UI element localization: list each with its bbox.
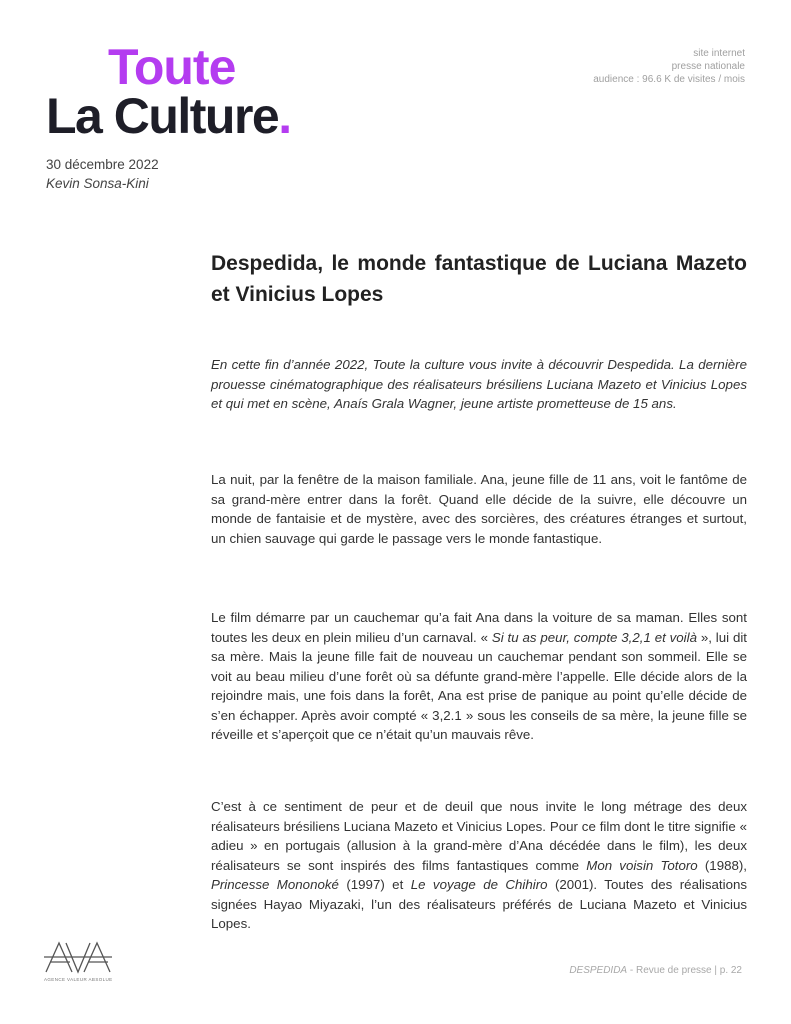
logo-text-la-culture: La Culture xyxy=(46,88,279,144)
agency-logo-icon xyxy=(44,940,112,974)
film-title-mononoke: Princesse Mononoké xyxy=(211,877,339,892)
paragraph-3-text-d: (2001). Toutes des réalisations signées Hayao Miyazaki, l’un des réalisateurs préférés de Luciana Mazeto et Vinicius Lopes. xyxy=(211,877,748,931)
article-paragraph-3 xyxy=(211,797,747,934)
article-paragraph-1: La nuit, par la fenêtre de la maison familiale. Ana, jeune fille de 11 ans, voit le fantôme de sa grand-mère entrer dans la forêt. Quand elle décide de la suivre, elle découvre un monde de fantaisie et de mystère, avec des sorcières, des créatures étranges et surtout, un chien sauvage qui garde le passage vers le monde fantastique. xyxy=(211,472,747,546)
logo-line-toute: Toute xyxy=(108,39,236,95)
paragraph-2-text-b: », lui dit sa mère. Mais la jeune fille fait de nouveau un cauchemar pendant son sommeil. Elle se voit au beau milieu d’une forêt où sa défunte grand-mère l’appelle. Elle décide alors de la rejoindre mais, une fois dans la forêt, Ana est prise de panique au point qu’elle décide de s’en échapper. Après avoir compté « 3,2.1 » sous les conseils de sa mère, la jeune fille se réveille et s’aperçoit que ce n’était qu’un mauvais rêve. xyxy=(211,629,748,742)
press-type: site internet xyxy=(693,48,745,59)
footer-page-info: Revue de presse | p. 22 xyxy=(636,965,742,976)
logo-dot: . xyxy=(278,88,291,144)
article-date: 30 décembre 2022 xyxy=(46,157,159,172)
article-title: Despedida, le monde fantastique de Luciana Mazeto et Vinicius Lopes xyxy=(211,252,747,306)
paragraph-3-text-a: C’est à ce sentiment de peur et de deuil que nous invite le long métrage des deux réalisateurs brésiliens Luciana Mazeto et Vinicius Lopes. Pour ce film dont le titre signifie « adieu » en portugais (allusion à la grand-mère d’Ana décédée dans le film), les deux réalisateurs se sont inspirés des films fantastiques comme xyxy=(211,799,747,873)
film-title-chihiro: Le voyage de Chihiro xyxy=(410,877,548,892)
agency-logo xyxy=(44,940,116,982)
article-author: Kevin Sonsa-Kini xyxy=(46,176,149,191)
press-audience: audience : 96.6 K de visites / mois xyxy=(593,74,745,85)
paragraph-2-text-a: Le film démarre par un cauchemar qu’a fait Ana dans la voiture de sa maman. Elles sont toutes les deux en plein milieu d’un carnaval. « xyxy=(211,610,747,645)
press-info xyxy=(593,47,745,86)
film-title-totoro: Mon voisin Totoro xyxy=(586,857,698,873)
paragraph-2-quote: Si tu as peur, compte 3,2,1 et voilà xyxy=(491,629,697,645)
page-footer xyxy=(569,965,742,976)
logo-line-la-culture xyxy=(46,90,291,142)
paragraph-3-text-c: (1997) et xyxy=(338,877,411,892)
article-meta xyxy=(46,155,159,193)
article-intro: En cette fin d’année 2022, Toute la culture vous invite à découvrir Despedida. La dernière prouesse cinématographique des réalisateurs brésiliens Luciana Mazeto et Vinicius Lopes et qui met en scène, Anaís Grala Wagner, jeune artiste prometteuse de 15 ans. xyxy=(211,357,747,411)
agency-name: AGENCE VALEUR ABSOLUE xyxy=(44,977,113,982)
footer-film-title: DESPEDIDA xyxy=(569,965,628,976)
article-paragraph-2 xyxy=(211,608,747,745)
press-scope: presse nationale xyxy=(671,61,745,72)
footer-separator: - xyxy=(627,965,636,976)
paragraph-3-text-b: (1988), xyxy=(697,857,747,873)
